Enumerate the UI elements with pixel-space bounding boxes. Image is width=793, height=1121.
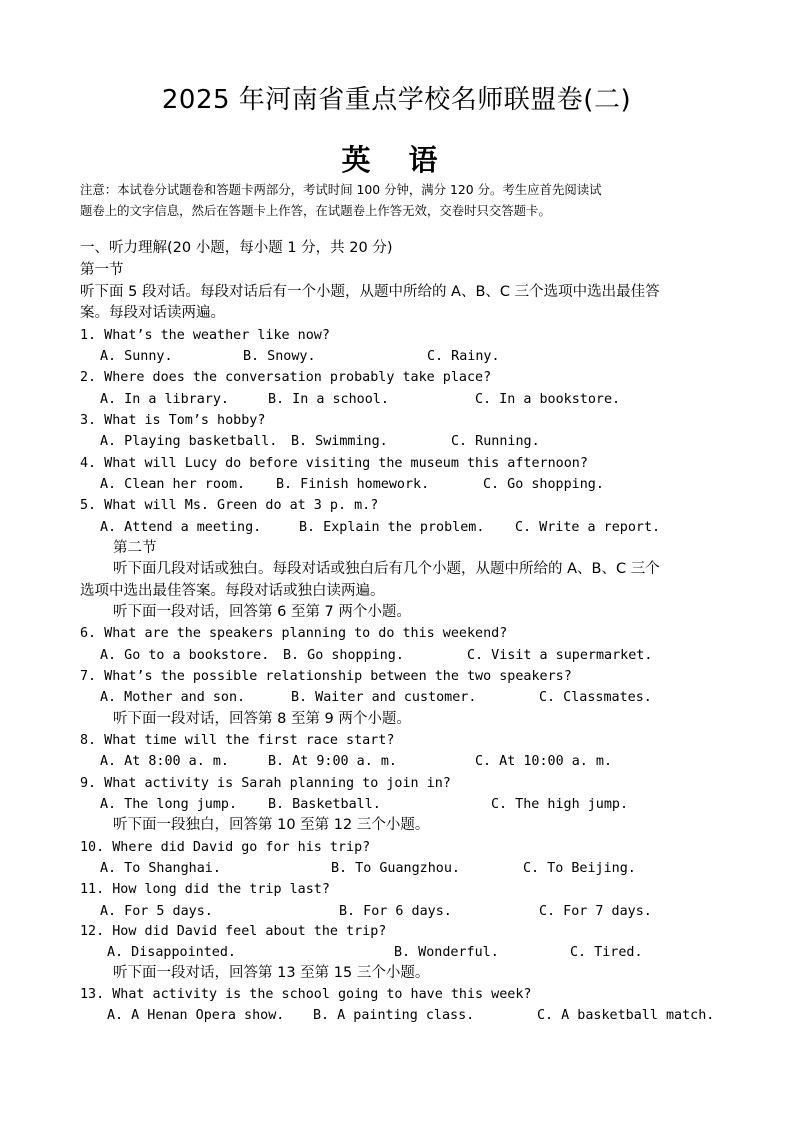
q12-option-a: A. Disappointed. [107, 945, 236, 960]
section2-instruction-1: 听下面几段对话或独白。每段对话或独白后有几个小题，从题中所给的 A、B、C 三个 [113, 561, 660, 577]
q8-option-a: A. At 8:00 a. m. [100, 754, 229, 769]
q5-option-c: C. Write a report. [515, 520, 661, 535]
q11-option-b: B. For 6 days. [339, 904, 452, 919]
q9-option-a: A. The long jump. [100, 797, 238, 812]
q6-option-c: C. Visit a supermarket. [467, 648, 653, 663]
cue-questions-10-12: 听下面一段独白，回答第 10 至第 12 三个小题。 [113, 817, 430, 833]
q10-option-c: C. To Beijing. [523, 861, 636, 876]
cue-questions-8-9: 听下面一段对话，回答第 8 至第 9 两个小题。 [113, 711, 411, 727]
notice-line-1: 注意：本试卷分试题卷和答题卡两部分，考试时间 100 分钟，满分 120 分。考生应首先阅读试 [80, 182, 602, 197]
section2-instruction-2: 选项中选出最佳答案。每段对话或独白读两遍。 [80, 583, 385, 599]
q5-option-a: A. Attend a meeting. [100, 520, 262, 535]
question-7: 7. What’s the possible relationship between the two speakers? [80, 669, 572, 684]
q5-option-b: B. Explain the problem. [299, 520, 485, 535]
section2-title: 第二节 [113, 540, 157, 556]
q2-option-c: C. In a bookstore. [475, 392, 621, 407]
question-4: 4. What will Lucy do before visiting the museum this afternoon? [80, 456, 588, 471]
question-5: 5. What will Ms. Green do at 3 p. m.? [80, 498, 379, 513]
question-2: 2. Where does the conversation probably take place? [80, 370, 492, 385]
cue-questions-6-7: 听下面一段对话，回答第 6 至第 7 两个小题。 [113, 604, 411, 620]
q6-option-b: B. Go shopping. [283, 648, 404, 663]
part-heading: 一、听力理解(20 小题，每小题 1 分，共 20 分) [80, 240, 393, 256]
q10-option-b: B. To Guangzhou. [331, 861, 460, 876]
section1-instruction-1: 听下面 5 段对话。每段对话后有一个小题，从题中所给的 A、B、C 三个选项中选出最佳答 [80, 284, 660, 300]
q6-option-a: A. Go to a bookstore. [100, 648, 270, 663]
q2-option-a: A. In a library. [100, 392, 229, 407]
q1-option-c: C. Rainy. [427, 349, 500, 364]
q7-option-a: A. Mother and son. [100, 690, 246, 705]
q3-option-b: B. Swimming. [291, 434, 388, 449]
q11-option-c: C. For 7 days. [539, 904, 652, 919]
q12-option-c: C. Tired. [570, 945, 643, 960]
q12-option-b: B. Wonderful. [394, 945, 499, 960]
q9-option-c: C. The high jump. [491, 797, 629, 812]
q13-option-b: B. A painting class. [313, 1008, 475, 1023]
q4-option-a: A. Clean her room. [100, 477, 246, 492]
q4-option-c: C. Go shopping. [483, 477, 604, 492]
section1-title: 第一节 [80, 262, 124, 278]
section1-instruction-2: 案。每段对话读两遍。 [80, 305, 225, 321]
q1-option-b: B. Snowy. [243, 349, 316, 364]
question-6: 6. What are the speakers planning to do this weekend? [80, 626, 508, 641]
q7-option-b: B. Waiter and customer. [291, 690, 477, 705]
q3-option-c: C. Running. [451, 434, 540, 449]
question-10: 10. Where did David go for his trip? [80, 840, 371, 855]
q3-option-a: A. Playing basketball. [100, 434, 278, 449]
q8-option-b: B. At 9:00 a. m. [268, 754, 397, 769]
notice-line-2: 题卷上的文字信息，然后在答题卡上作答，在试题卷上作答无效，交卷时只交答题卡。 [80, 203, 551, 218]
subject-title: 英 语 [341, 143, 452, 177]
question-11: 11. How long did the trip last? [80, 882, 330, 897]
question-13: 13. What activity is the school going to have this week? [80, 987, 532, 1002]
question-3: 3. What is Tom’s hobby? [80, 413, 266, 428]
q13-option-c: C. A basketball match. [537, 1008, 715, 1023]
q4-option-b: B. Finish homework. [276, 477, 430, 492]
question-8: 8. What time will the first race start? [80, 733, 395, 748]
q7-option-c: C. Classmates. [539, 690, 652, 705]
q13-option-a: A. A Henan Opera show. [107, 1008, 285, 1023]
cue-questions-13-15: 听下面一段对话，回答第 13 至第 15 三个小题。 [113, 965, 430, 981]
question-1: 1. What’s the weather like now? [80, 328, 330, 343]
q10-option-a: A. To Shanghai. [100, 861, 221, 876]
exam-title: 2025 年河南省重点学校名师联盟卷(二) [161, 85, 632, 115]
q11-option-a: A. For 5 days. [100, 904, 213, 919]
question-12: 12. How did David feel about the trip? [80, 924, 387, 939]
q9-option-b: B. Basketball. [268, 797, 381, 812]
question-9: 9. What activity is Sarah planning to join in? [80, 776, 451, 791]
q8-option-c: C. At 10:00 a. m. [475, 754, 613, 769]
q1-option-a: A. Sunny. [100, 349, 173, 364]
q2-option-b: B. In a school. [268, 392, 389, 407]
